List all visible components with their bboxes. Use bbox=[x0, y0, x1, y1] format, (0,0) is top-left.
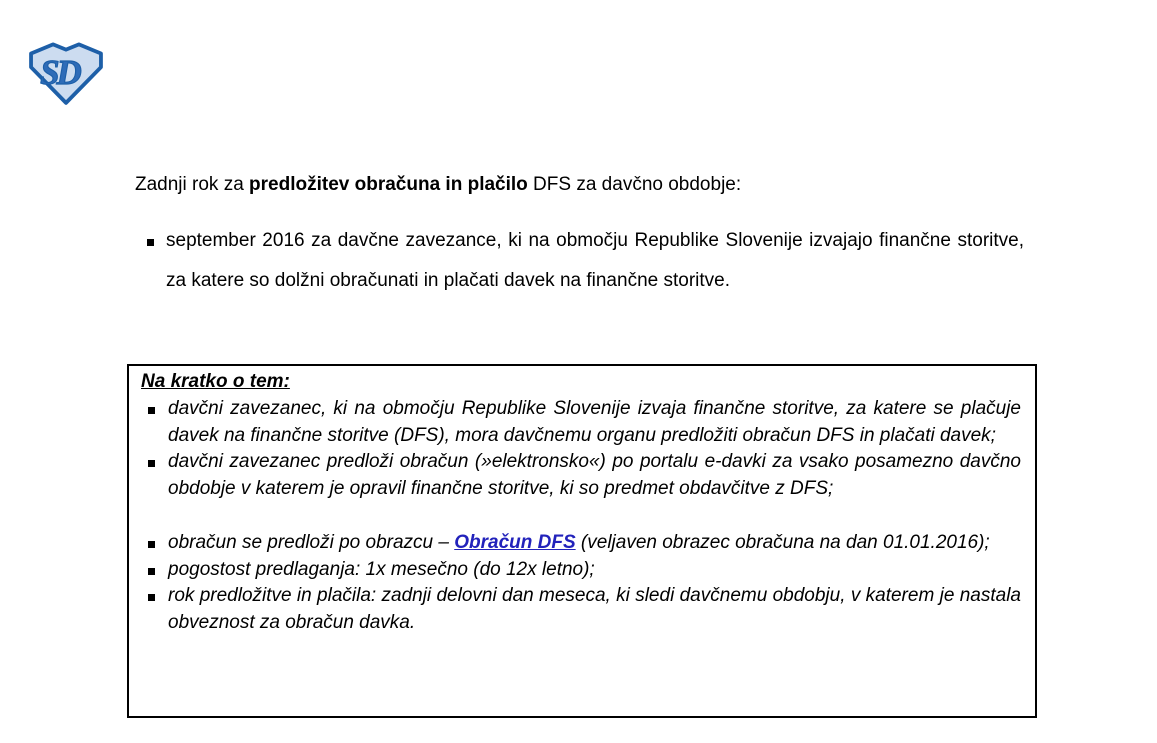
link-item-suffix: (veljaven obrazec obračuna na dan 01.01.2016); bbox=[575, 531, 990, 553]
square-bullet-icon bbox=[148, 407, 155, 414]
summary-box-title: Na kratko o tem: bbox=[141, 371, 290, 392]
square-bullet-icon bbox=[148, 568, 155, 575]
bullet-marker-column bbox=[141, 557, 168, 584]
logo-letters: SD bbox=[40, 52, 79, 92]
list-item bbox=[141, 583, 1021, 637]
obracun-dfs-link[interactable]: Obračun DFS bbox=[454, 531, 576, 553]
bullet-marker-column bbox=[141, 530, 168, 557]
list-item bbox=[141, 449, 1021, 503]
heading-bold: predložitev obračuna in plačilo bbox=[249, 174, 528, 195]
square-bullet-icon bbox=[147, 239, 154, 246]
list-item bbox=[141, 557, 1021, 584]
list-item bbox=[141, 396, 1021, 450]
page-title bbox=[135, 172, 1035, 198]
bullet-marker-column bbox=[141, 583, 168, 637]
list-item-text: pogostost predlaganja: 1x mesečno (do 12x letno); bbox=[168, 558, 595, 580]
square-bullet-icon bbox=[148, 460, 155, 467]
bullet-marker-column bbox=[135, 221, 166, 301]
list-item-text bbox=[168, 530, 1021, 557]
link-item-prefix: obračun se predloži po obrazcu – bbox=[168, 531, 455, 553]
list-item-text: davčni zavezanec predloži obračun (»elektronsko«) po portalu e-davki za vsako posamezno davčno obdobje v katerem je opravil finančne storitve, ki so predmet obdavčitve z DFS; bbox=[168, 451, 1021, 500]
list-item-text: davčni zavezanec, ki na območju Republike Slovenije izvaja finančne storitve, za katere se plačuje davek na finančne storitve (DFS), mora davčnemu organu predložiti obračun DFS in plačati davek; bbox=[168, 397, 1021, 446]
list-item bbox=[141, 530, 1021, 557]
sd-diamond-logo-icon bbox=[28, 42, 104, 106]
heading-suffix: DFS za davčno obdobje: bbox=[527, 174, 742, 195]
intro-bullet-item bbox=[135, 221, 1024, 301]
intro-bullet-text: september 2016 za davčne zavezance, ki na območju Republike Slovenije izvajajo finančne storitve, za katere so dolžni obračunati in plačati davek na finančne storitve. bbox=[166, 230, 1024, 291]
summary-box bbox=[127, 364, 1037, 718]
square-bullet-icon bbox=[148, 541, 155, 548]
square-bullet-icon bbox=[148, 594, 155, 601]
bullet-marker-column bbox=[141, 396, 168, 450]
blank-line bbox=[141, 503, 1021, 530]
bullet-marker-column bbox=[141, 449, 168, 503]
list-item-text: rok predložitve in plačila: zadnji delovni dan meseca, ki sledi davčnemu obdobju, v katerem je nastala obveznost za obračun davka. bbox=[168, 585, 1021, 634]
heading-prefix: Zadnji rok za bbox=[135, 174, 250, 195]
